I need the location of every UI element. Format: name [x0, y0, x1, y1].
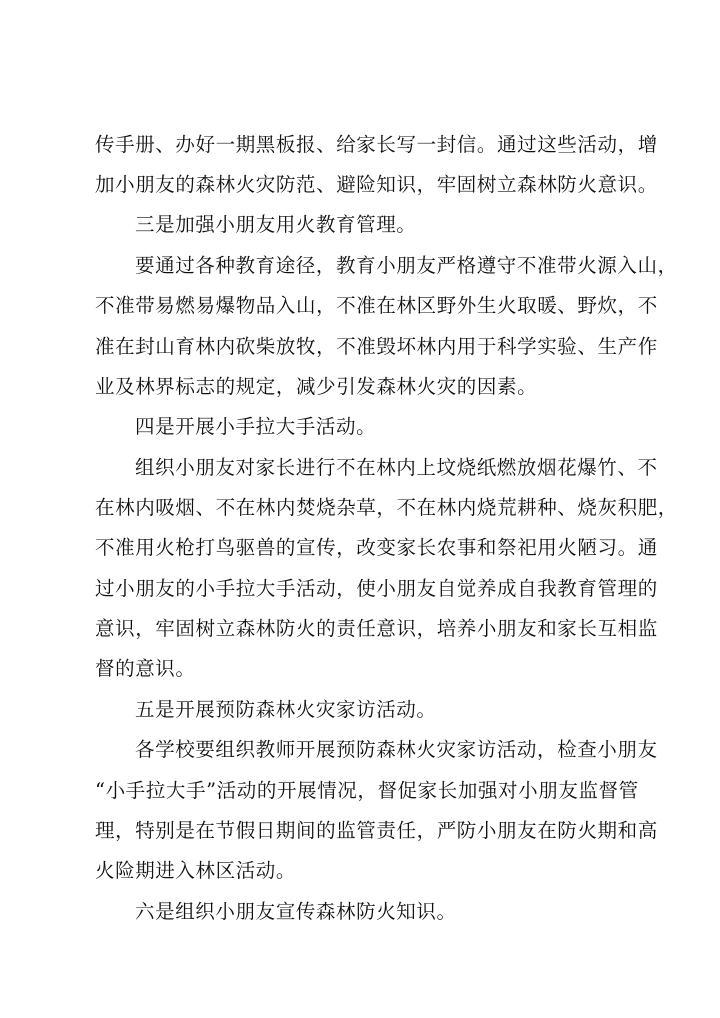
text-line: 在林内吸烟、不在林内焚烧杂草，不在林内烧荒耕种、烧灰积肥，: [95, 496, 678, 519]
text-line: 过小朋友的小手拉大手活动，使小朋友自觉养成自我教育管理的: [95, 577, 658, 600]
text-line: 不准用火枪打鸟驱兽的宣传，改变家长农事和祭祀用火陋习。通: [95, 536, 658, 559]
text-line: 要通过各种教育途径，教育小朋友严格遵守不准带火源入山，: [135, 254, 678, 277]
text-line: 组织小朋友对家长进行不在林内上坟烧纸燃放烟花爆竹、不: [135, 456, 658, 479]
text-line: 理，特别是在节假日期间的监管责任，严防小朋友在防火期和高: [95, 819, 658, 842]
section-heading: 五是开展预防森林火灾家访活动。: [135, 698, 437, 721]
text-line: “小手拉大手”活动的开展情况，督促家长加强对小朋友监督管: [95, 779, 639, 802]
text-line: 加小朋友的森林火灾防范、避险知识，牢固树立森林防火意识。: [95, 173, 658, 196]
text-line: 传手册、办好一期黑板报、给家长写一封信。通过这些活动，增: [95, 133, 658, 156]
text-line: 火险期进入林区活动。: [95, 859, 297, 882]
section-heading: 三是加强小朋友用火教育管理。: [135, 213, 417, 236]
text-line: 意识，牢固树立森林防火的责任意识，培养小朋友和家长互相监: [95, 617, 658, 640]
text-line: 不准带易燃易爆物品入山，不准在林区野外生火取暖、野炊，不: [95, 294, 658, 317]
text-line: 准在封山育林内砍柴放牧，不准毁坏林内用于科学实验、生产作: [95, 335, 658, 358]
section-heading: 六是组织小朋友宣传森林防火知识。: [135, 900, 457, 923]
section-heading: 四是开展小手拉大手活动。: [135, 415, 377, 438]
text-line: 督的意识。: [95, 657, 196, 680]
text-line: 各学校要组织教师开展预防森林火灾家访活动，检查小朋友: [135, 738, 658, 761]
text-line: 业及林界标志的规定，减少引发森林火灾的因素。: [95, 375, 538, 398]
